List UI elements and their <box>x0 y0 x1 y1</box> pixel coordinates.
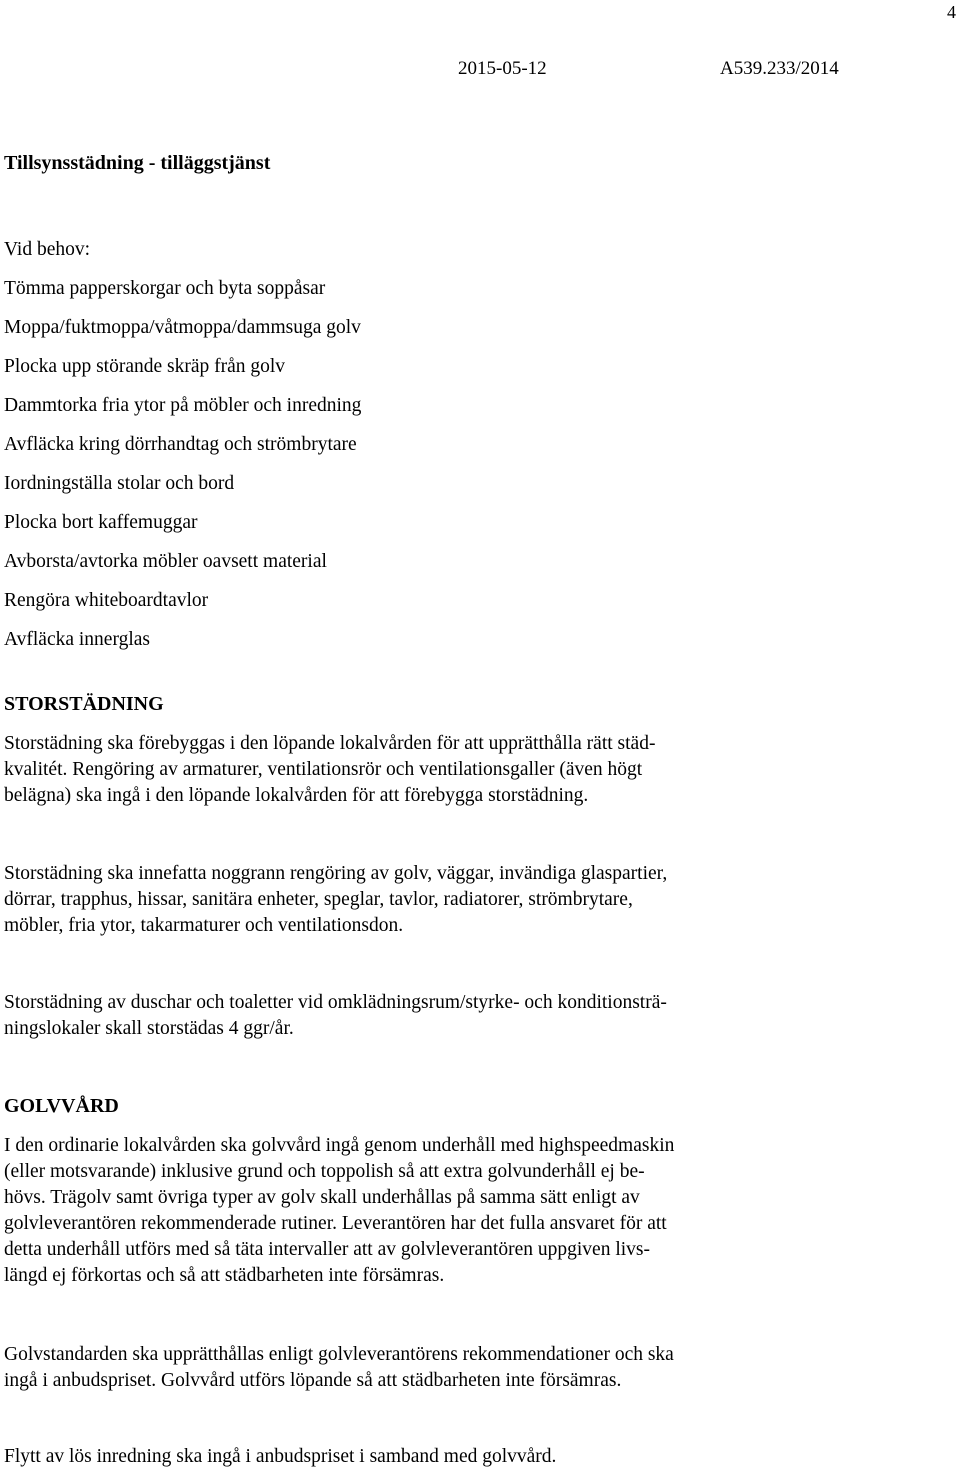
text-line: Storstädning av duschar och toaletter vid omklädningsrum/styrke- och konditionsträ- <box>4 992 667 1013</box>
document-date: 2015-05-12 <box>458 58 547 79</box>
text-line: Storstädning ska förebyggas i den löpande lokalvården för att upprätthålla rätt städ- <box>4 733 656 754</box>
paragraph-golvvard-2 <box>4 1342 674 1394</box>
text-line: Flytt av lös inredning ska ingå i anbudspriset i samband med golvvård. <box>4 1446 557 1467</box>
text-line: I den ordinarie lokalvården ska golvvård ingå genom underhåll med highspeedmaskin <box>4 1135 675 1156</box>
text-line: hövs. Trägolv samt övriga typer av golv skall underhållas på samma sätt enligt av <box>4 1187 640 1208</box>
task-list <box>4 230 361 659</box>
text-line: möbler, fria ytor, takarmaturer och ventilationsdon. <box>4 915 404 936</box>
document-reference: A539.233/2014 <box>720 58 839 79</box>
heading-golvvard: GOLVVÅRD <box>4 1095 119 1117</box>
list-item: Dammtorka fria ytor på möbler och inredning <box>4 395 362 416</box>
text-line: golvleverantören rekommenderade rutiner. Leverantören har det fulla ansvaret för att <box>4 1213 667 1234</box>
list-intro: Vid behov: <box>4 239 91 260</box>
text-line: dörrar, trapphus, hissar, sanitära enheter, speglar, tavlor, radiatorer, strömbrytare, <box>4 889 633 910</box>
text-line: belägna) ska ingå i den löpande lokalvården för att förebygga storstädning. <box>4 785 589 806</box>
list-item: Plocka upp störande skräp från golv <box>4 356 286 377</box>
list-item: Plocka bort kaffemuggar <box>4 512 198 533</box>
paragraph-storstadning-2 <box>4 861 667 939</box>
text-line: (eller motsvarande) inklusive grund och toppolish så att extra golvunderhåll ej be- <box>4 1161 645 1182</box>
list-item: Iordningställa stolar och bord <box>4 473 235 494</box>
text-line: kvalitét. Rengöring av armaturer, ventilationsrör och ventilationsgaller (även högt <box>4 759 643 780</box>
text-line: Golvstandarden ska upprätthållas enligt golvleverantörens rekommendationer och ska <box>4 1344 674 1365</box>
list-item: Avborsta/avtorka möbler oavsett material <box>4 551 327 572</box>
text-line: detta underhåll utförs med så täta intervaller att av golvleverantören uppgiven livs- <box>4 1239 650 1260</box>
text-line: ingå i anbudspriset. Golvvård utförs löpande så att städbarheten inte försämras. <box>4 1370 622 1391</box>
heading-storstadning: STORSTÄDNING <box>4 693 164 715</box>
list-item: Avfläcka innerglas <box>4 629 151 650</box>
list-item: Avfläcka kring dörrhandtag och strömbrytare <box>4 434 357 455</box>
paragraph-storstadning-3 <box>4 990 667 1042</box>
paragraph-storstadning-1 <box>4 731 655 809</box>
text-line: Storstädning ska innefatta noggrann rengöring av golv, väggar, invändiga glaspartier, <box>4 863 668 884</box>
page-number: 4 <box>947 2 956 22</box>
list-item: Moppa/fuktmoppa/våtmoppa/dammsuga golv <box>4 317 361 338</box>
paragraph-golvvard-3 <box>4 1444 556 1470</box>
text-line: ningslokaler skall storstädas 4 ggr/år. <box>4 1018 294 1039</box>
list-item: Tömma papperskorgar och byta soppåsar <box>4 278 326 299</box>
text-line: längd ej förkortas och så att städbarheten inte försämras. <box>4 1265 445 1286</box>
paragraph-golvvard-1 <box>4 1133 674 1289</box>
section-title-tillsynsstadning: Tillsynsstädning - tilläggstjänst <box>4 152 271 174</box>
list-item: Rengöra whiteboardtavlor <box>4 590 209 611</box>
